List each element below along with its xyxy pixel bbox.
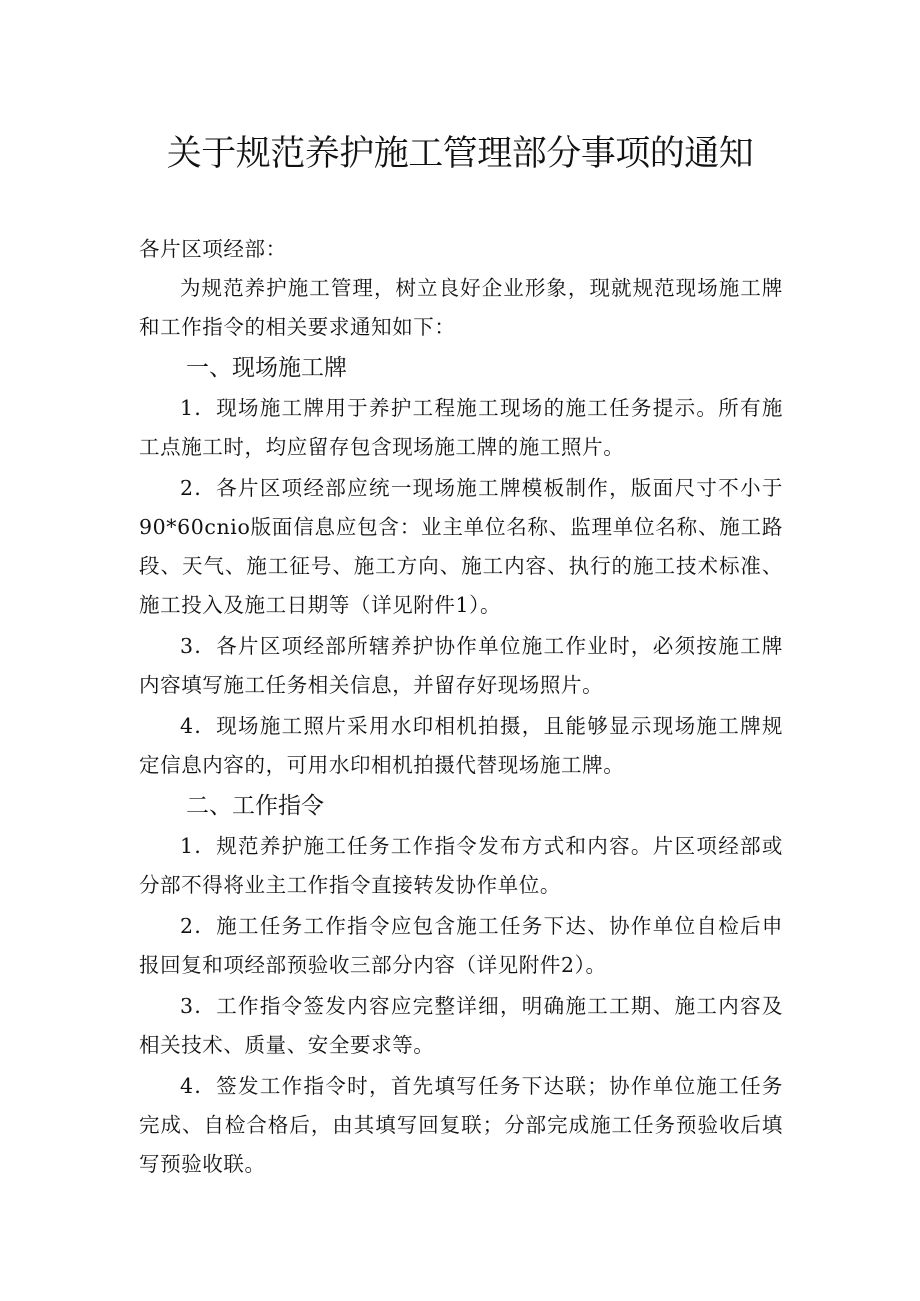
section-item: 1．现场施工牌用于养护工程施工现场的施工任务提示。所有施工点施工时，均应留存包含现场施工牌的施工照片。 (139, 396, 783, 459)
salutation: 各片区项经部： (139, 237, 287, 261)
section-work-order (139, 787, 783, 1184)
section-heading: 二、工作指令 (186, 793, 324, 819)
section-item: 2．各片区项经部应统一现场施工牌模板制作，版面尺寸不小于90*60cnio版面信息应包含：业主单位名称、监理单位名称、施工路段、天气、施工征号、施工方向、施工内容、执行的施工技术标准、施工投入及施工日期等（详见附件1）。 (139, 476, 783, 617)
section-item: 3．工作指令签发内容应完整详细，明确施工工期、施工内容及相关技术、质量、安全要求等。 (139, 994, 783, 1057)
section-item: 2．施工任务工作指令应包含施工任务下达、协作单位自检后申报回复和项经部预验收三部分内容（详见附件2）。 (139, 914, 783, 977)
intro-paragraph: 为规范养护施工管理，树立良好企业形象，现就规范现场施工牌和工作指令的相关要求通知如下： (139, 276, 783, 339)
section-site-sign (139, 349, 783, 785)
section-item: 4．现场施工照片采用水印相机拍摄，且能够显示现场施工牌规定信息内容的，可用水印相机拍摄代替现场施工牌。 (139, 714, 783, 777)
document-body (139, 230, 783, 1184)
document-title: 关于规范养护施工管理部分事项的通知 (166, 134, 754, 174)
section-item: 1．规范养护施工任务工作指令发布方式和内容。片区项经部或分部不得将业主工作指令直接转发协作单位。 (139, 834, 783, 897)
section-item: 3．各片区项经部所辖养护协作单位施工作业时，必须按施工牌内容填写施工任务相关信息，并留存好现场照片。 (139, 634, 783, 697)
section-item: 4．签发工作指令时，首先填写任务下达联；协作单位施工任务完成、自检合格后，由其填写回复联；分部完成施工任务预验收后填写预验收联。 (139, 1074, 783, 1176)
section-heading: 一、现场施工牌 (186, 355, 347, 381)
